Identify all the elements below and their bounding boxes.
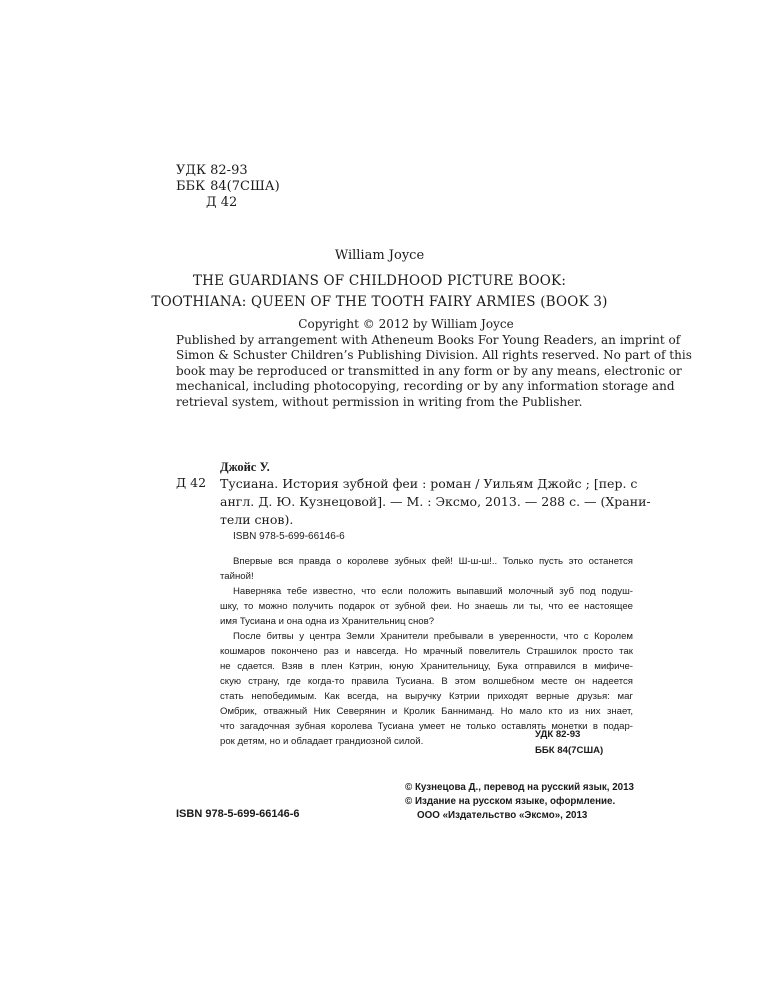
bibliographic-isbn: ISBN 978-5-699-66146-6 (233, 531, 345, 542)
udk-footer: УДК 82-93 (535, 729, 581, 740)
annotation-line: Наверняка тебе известно, что если положить выпавший молочный зуб под подуш- (233, 586, 633, 597)
copyright-line: Simon & Schuster Children’s Publishing Division. All rights reserved. No part of this (176, 348, 692, 362)
bbk-value: 84(7США) (210, 179, 280, 194)
classification-codes-footer (535, 727, 603, 759)
copyright-line: Copyright © 2012 by William Joyce (298, 317, 514, 331)
bibliographic-code: Д 42 (176, 475, 207, 490)
description-line: тели снов). (220, 512, 294, 527)
classification-block (176, 163, 280, 211)
udk-value: 82-93 (210, 163, 248, 178)
bibliographic-description (220, 475, 651, 529)
copyright-line: retrieval system, without permission in writing from the Publisher. (176, 394, 583, 409)
copyright-line: book may be reproduced or transmitted in any form or by any means, electronic or (176, 363, 682, 378)
annotation-line: не сдается. Взяв в плен Кэтрин, юную Хранительницу, Бука отправился в мифиче- (220, 661, 633, 672)
original-title (0, 271, 759, 313)
original-title-line-2: TOOTHIANA: QUEEN OF THE TOOTH FAIRY ARMIES (BOOK 3) (151, 294, 608, 310)
bbk-label: ББК (176, 179, 206, 194)
annotation-line: что загадочная зубная королева Тусиана умеет не только оставлять монетки в подар- (220, 721, 633, 732)
bibliographic-author-heading: Джойс У. (220, 460, 270, 474)
annotation-line: Омбрик, отважный Ник Северянин и Кролик Банниманд. Но мало кто из них знает, (220, 706, 633, 717)
copyright-line: Published by arrangement with Atheneum Books For Young Readers, an imprint of (176, 332, 681, 347)
rights-line: © Кузнецова Д., перевод на русский язык, 2013 (405, 782, 634, 793)
rights-notice (405, 781, 634, 823)
annotation-line: рок детям, но и обладает грандиозной силой. (220, 736, 424, 747)
bbk-row (176, 179, 280, 195)
annotation-line: После битвы у центра Земли Хранители пребывали в уверенности, что с Королем (233, 631, 633, 642)
description-line: Тусиана. История зубной феи : роман / Уильям Джойс ; [пер. с (220, 476, 638, 491)
author-mark: Д 42 (206, 195, 238, 210)
original-author: William Joyce (334, 248, 425, 263)
description-line: англ. Д. Ю. Кузнецовой]. — М. : Эксмо, 2013. — 288 с. — (Храни- (220, 494, 651, 509)
annotation-line: шку, то можно получить подарок от зубной феи. Но знаешь ли ты, что ее настоящее (220, 601, 633, 612)
rights-line: © Издание на русском языке, оформление. (405, 796, 616, 807)
isbn-footer: ISBN 978-5-699-66146-6 (176, 808, 300, 820)
annotation-line: имя Тусиана и она одна из Хранительниц снов? (220, 616, 435, 627)
copyright-line: mechanical, including photocopying, recording or by any information storage and (176, 379, 675, 393)
annotation-line: Впервые вся правда о королеве зубных фей! Ш-ш-ш!.. Только пусть это останется (233, 556, 633, 567)
bbk-footer: ББК 84(7США) (535, 745, 604, 756)
copyright-notice (176, 317, 692, 410)
annotation-line: скую страну, где когда-то правила Тусиана. В этом волшебном месте он надеется (220, 676, 633, 687)
annotation-line: стать непобедимым. Как всегда, на выручку Кэтрии приходят верные друзья: маг (220, 691, 633, 702)
udk-row (176, 163, 280, 179)
annotation (220, 554, 633, 749)
annotation-line: тайной! (220, 571, 254, 582)
rights-line: ООО «Издательство «Эксмо», 2013 (417, 810, 588, 821)
udk-label: УДК (176, 163, 207, 178)
annotation-line: кошмаров покончено раз и навсегда. Но мрачный повелитель Страшилок просто так (220, 646, 633, 657)
original-title-line-1: THE GUARDIANS OF CHILDHOOD PICTURE BOOK: (192, 273, 567, 289)
